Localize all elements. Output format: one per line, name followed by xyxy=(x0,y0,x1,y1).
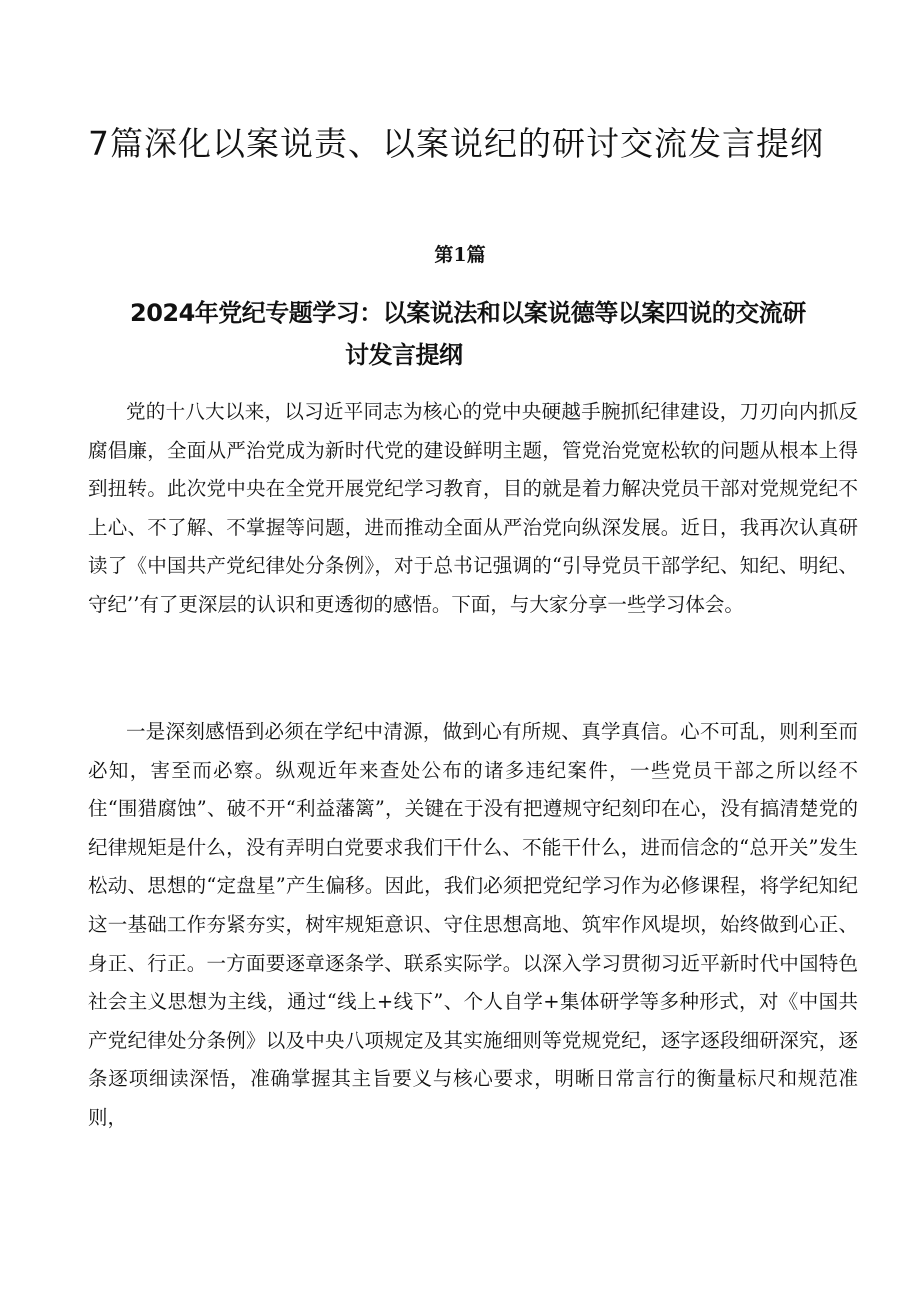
document-title: 7篇深化以案说责、以案说纪的研讨交流发言提纲 xyxy=(88,124,824,163)
subtitle-line-1: 2024年党纪专题学习：以案说法和以案说德等以案四说的交流研 xyxy=(130,299,806,327)
article-subtitle xyxy=(130,292,890,376)
subtitle-line-2: 讨发言提纲 xyxy=(345,341,463,369)
body-paragraph-2: 一是深刻感悟到必须在学纪中清源，做到心有所规、真学真信。心不可乱，则利至而必知，害至而必察。纵观近年来查处公布的诸多违纪案件，一些党员干部之所以经不住“围猎腐蚀”、破不开“利益藩篱”，关键在于没有把遵规守纪刻印在心，没有搞清楚党的纪律规矩是什么，没有弄明白党要求我们干什么、不能干什么，进而信念的“总开关”发生松动、思想的“定盘星”产生偏移。因此，我们必须把党纪学习作为必修课程，将学纪知纪这一基础工作夯紧夯实，树牢规矩意识、守住思想高地、筑牢作风堤坝，始终做到心正、身正、行正。一方面要逐章逐条学、联系实际学。以深入学习贯彻习近平新时代中国特色社会主义思想为主线，通过“线上+线下”、个人自学+集体研学等多种形式，对《中国共产党纪律处分条例》以及中央八项规定及其实施细则等党规党纪，逐字逐段细研深究，逐条逐项细读深悟，准确掌握其主旨要义与核心要求，明晰日常言行的衡量标尺和规范准则， xyxy=(88,720,858,1129)
body-paragraph-1: 党的十八大以来，以习近平同志为核心的党中央硬越手腕抓纪律建设，刀刃向内抓反腐倡廉，全面从严治党成为新时代党的建设鲜明主题，管党治党宽松软的问题从根本上得到扭转。此次党中央在全党开展党纪学习教育，目的就是着力解决党员干部对党规党纪不上心、不了解、不掌握等问题，进而推动全面从严治党向纵深发展。近日，我再次认真研读了《中国共产党纪律处分条例》，对于总书记强调的“引导党员干部学纪、知纪、明纪、守纪’’有了更深层的认识和更透彻的感悟。下面，与大家分享一些学习体会。 xyxy=(88,400,858,616)
chapter-label: 第1篇 xyxy=(434,244,486,266)
